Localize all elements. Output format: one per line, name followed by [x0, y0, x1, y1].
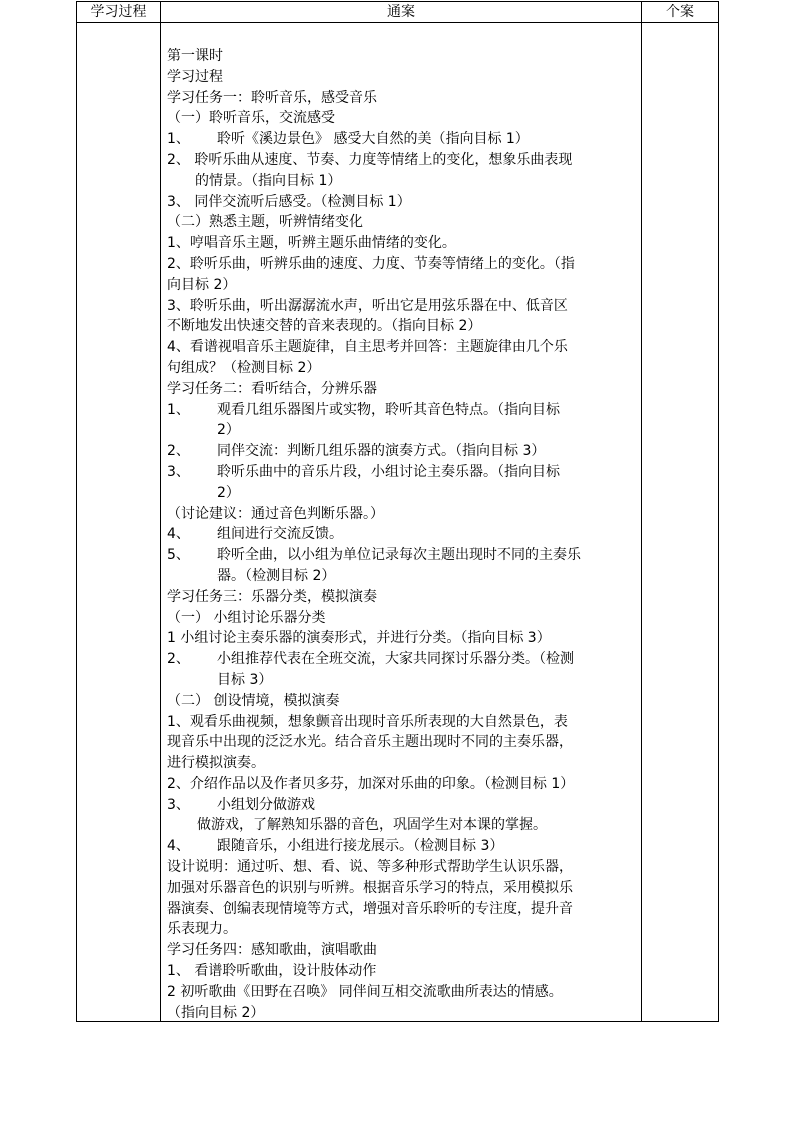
task-heading: 学习任务一：聆听音乐，感受音乐	[167, 89, 377, 106]
item-number: 2、	[167, 443, 190, 460]
header-individual-plan: 个案	[666, 4, 694, 20]
text-line: 的情景。（指向目标 1）	[195, 172, 342, 189]
list-item	[167, 441, 637, 462]
text-line: 器。（检测目标 2）	[217, 567, 336, 584]
item-number: 1、	[167, 131, 190, 148]
text-line: 3、聆听乐曲，听出潺潺流水声，听出它是用弦乐器在中、低音区	[167, 297, 568, 314]
lesson-table	[76, 1, 719, 1022]
text-line: （讨论建议：通过音色判断乐器。）	[167, 505, 384, 522]
text-line: 器演奏、创编表现情境等方式，增强对音乐聆听的专注度，提升音	[167, 900, 573, 917]
text-line: 2）	[217, 484, 240, 501]
text-line: 2、 聆听乐曲从速度、节奏、力度等情绪上的变化，想象乐曲表现	[167, 151, 573, 168]
text-line: 乐表现力。	[167, 921, 237, 938]
sub-heading: （一）聆听音乐，交流感受	[167, 110, 335, 127]
list-item	[167, 129, 637, 150]
sub-heading: （二） 创设情境，模拟演奏	[167, 692, 340, 709]
task-heading: 学习任务二：看听结合，分辨乐器	[167, 380, 377, 397]
item-text: 观看几组乐器图片或实物，聆听其音色特点。（指向目标	[217, 401, 560, 418]
item-text: 聆听《溪边景色》 感受大自然的美（指向目标 1）	[217, 131, 529, 148]
sub-heading: （二）熟悉主题，听辨情绪变化	[167, 214, 363, 231]
text-line: 2）	[217, 422, 240, 439]
item-number: 3、	[167, 463, 190, 480]
item-text: 组间进行交流反馈。	[217, 526, 343, 543]
item-text: 聆听全曲，以小组为单位记录每次主题出现时不同的主奏乐	[217, 547, 581, 564]
text-line: 目标 3）	[217, 671, 273, 688]
column-divider	[641, 2, 642, 1021]
list-item	[167, 545, 637, 566]
text-line: 不断地发出快速交替的音来表现的。（指向目标 2）	[167, 318, 482, 335]
text-line: 3、 同伴交流听后感受。（检测目标 1）	[167, 193, 411, 210]
header-process: 学习过程	[90, 4, 147, 20]
text-line: 做游戏，了解熟知乐器的音色，巩固学生对本课的掌握。	[197, 817, 547, 834]
text-line: 1 小组讨论主奏乐器的演奏形式，并进行分类。（指向目标 3）	[167, 630, 551, 647]
list-item	[167, 795, 637, 816]
text-line: （指向目标 2）	[167, 1004, 265, 1021]
item-number: 5、	[167, 547, 190, 564]
item-text: 小组划分做游戏	[217, 796, 315, 813]
text-line: 2 初听歌曲《田野在召唤》 同伴间互相交流歌曲所表达的情感。	[167, 983, 563, 1000]
text-line: 1、 看谱聆听歌曲，设计肢体动作	[167, 963, 377, 980]
list-item	[167, 649, 637, 670]
list-item	[167, 400, 637, 421]
text-line: 1、哼唱音乐主题，听辨主题乐曲情绪的变化。	[167, 235, 456, 252]
text-line: 2、介绍作品以及作者贝多芬，加深对乐曲的印象。（检测目标 1）	[167, 775, 575, 792]
item-text: 同伴交流：判断几组乐器的演奏方式。（指向目标 3）	[217, 443, 546, 460]
item-text: 小组推荐代表在全班交流，大家共同探讨乐器分类。（检测	[217, 651, 574, 668]
text-line: 学习过程	[167, 68, 223, 85]
text-line: 4、看谱视唱音乐主题旋律，自主思考并回答：主题旋律由几个乐	[167, 339, 568, 356]
text-line: 2、聆听乐曲，听辨乐曲的速度、力度、节奏等情绪上的变化。（指	[167, 255, 575, 272]
text-line: 向目标 2）	[167, 276, 237, 293]
list-item	[167, 462, 637, 483]
task-heading: 学习任务三：乐器分类，模拟演奏	[167, 588, 377, 605]
text-line: 加强对乐器音色的识别与听辨。根据音乐学习的特点，采用模拟乐	[167, 879, 573, 896]
item-number: 4、	[167, 526, 190, 543]
task-heading: 学习任务四：感知歌曲，演唱歌曲	[167, 942, 377, 959]
list-item	[167, 836, 637, 857]
text-line: 现音乐中出现的泛泛水光。结合音乐主题出现时不同的主奏乐器，	[167, 734, 573, 751]
item-text: 跟随音乐，小组进行接龙展示。（检测目标 3）	[217, 838, 504, 855]
text-line: 进行模拟演奏。	[167, 755, 265, 772]
item-number: 2、	[167, 651, 190, 668]
general-plan-content	[167, 46, 637, 1023]
item-number: 1、	[167, 401, 190, 418]
column-divider	[160, 2, 161, 1021]
text-line: 设计说明：通过听、想、看、说、等多种形式帮助学生认识乐器，	[167, 859, 573, 876]
item-number: 3、	[167, 796, 190, 813]
text-line: 第一课时	[167, 48, 223, 64]
text-line: 1、观看乐曲视频，想象颤音出现时音乐所表现的大自然景色，表	[167, 713, 568, 730]
item-text: 聆听乐曲中的音乐片段，小组讨论主奏乐器。（指向目标	[217, 463, 560, 480]
item-number: 4、	[167, 838, 190, 855]
header-divider	[77, 22, 718, 23]
list-item	[167, 524, 637, 545]
sub-heading: （一） 小组讨论乐器分类	[167, 609, 326, 626]
text-line: 句组成？（检测目标 2）	[167, 359, 321, 376]
header-general-plan: 通案	[387, 4, 415, 20]
